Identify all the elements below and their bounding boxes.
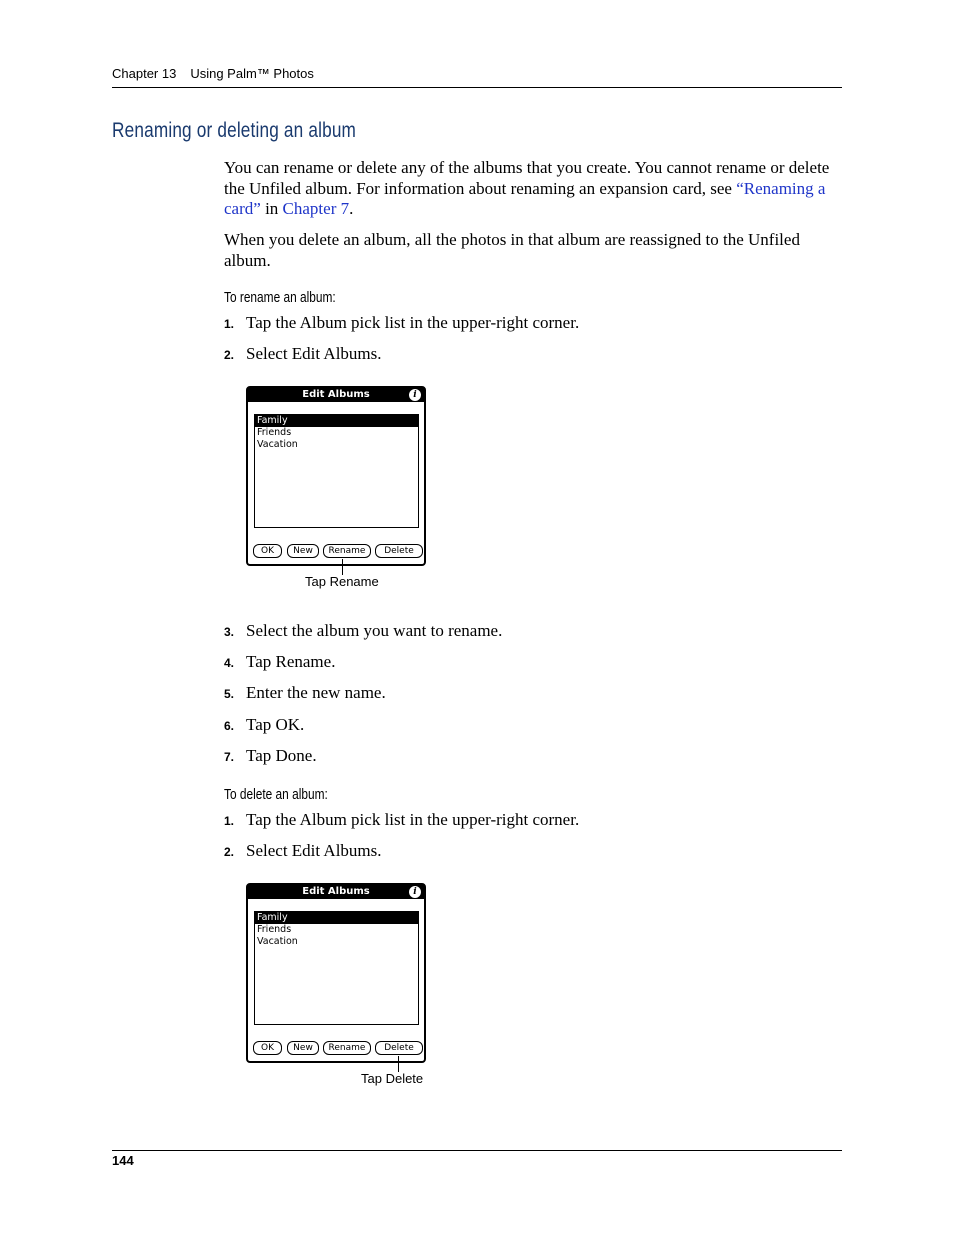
edit-albums-dialog-2: [246, 883, 426, 1063]
album-list[interactable]: [254, 911, 419, 1025]
delete-step-1: 1. Tap the Album pick list in the upper-right corner.: [224, 810, 580, 829]
rename-step-4: 4. Tap Rename.: [224, 652, 336, 671]
rename-step-5: 5. Enter the new name.: [224, 683, 386, 702]
callout-line-rename: [342, 559, 343, 575]
section-title: Renaming or deleting an album: [112, 119, 357, 142]
delete-heading: To delete an album:: [224, 787, 328, 803]
delete-button[interactable]: Delete: [375, 1041, 423, 1055]
rename-step-1: 1. Tap the Album pick list in the upper-right corner.: [224, 313, 580, 332]
intro-paragraph-2: When you delete an album, all the photos in that album are reassigned to the Unfiled album.: [224, 230, 800, 270]
footer-rule: [112, 1150, 842, 1151]
album-item-family[interactable]: Family: [255, 912, 418, 924]
callout-tap-rename: Tap Rename: [305, 574, 379, 589]
callout-tap-delete: Tap Delete: [361, 1071, 424, 1086]
rename-step-6: 6. Tap OK.: [224, 715, 305, 734]
delete-button[interactable]: Delete: [375, 544, 423, 558]
album-item-vacation[interactable]: Vacation: [257, 439, 298, 450]
header-rule: [112, 87, 842, 88]
new-button[interactable]: New: [287, 1041, 319, 1055]
callout-line-delete: [398, 1056, 399, 1072]
link-renaming-a-card[interactable]: “Renaming a card”: [224, 178, 826, 218]
album-list[interactable]: [254, 414, 419, 528]
rename-step-3: 3. Select the album you want to rename.: [224, 621, 503, 640]
link-chapter-7[interactable]: Chapter 7: [282, 199, 350, 218]
new-button[interactable]: New: [287, 544, 319, 558]
rename-heading: To rename an album:: [224, 290, 336, 306]
album-item-vacation[interactable]: Vacation: [257, 936, 298, 947]
info-icon[interactable]: i: [409, 389, 421, 401]
album-item-friends[interactable]: Friends: [257, 924, 292, 935]
chapter-title: Using Palm™ Photos: [190, 66, 314, 81]
delete-step-2: 2. Select Edit Albums.: [224, 841, 382, 860]
running-header: [112, 66, 328, 81]
album-item-family[interactable]: Family: [255, 415, 418, 427]
rename-button[interactable]: Rename: [323, 544, 371, 558]
rename-step-7: 7. Tap Done.: [224, 746, 317, 765]
dialog-title-bar: Edit Albums: [248, 885, 424, 899]
ok-button[interactable]: OK: [253, 1041, 282, 1055]
ok-button[interactable]: OK: [253, 544, 282, 558]
info-icon[interactable]: i: [409, 886, 421, 898]
dialog-title-bar: Edit Albums: [248, 388, 424, 402]
chapter-label: Chapter 13: [112, 66, 177, 81]
album-item-friends[interactable]: Friends: [257, 427, 292, 438]
intro-paragraph-1: You can rename or delete any of the albums that you create. You cannot rename or delete the Unfiled album. For information about renaming an expansion card, see “Renaming a card” in Chapter 7.: [224, 158, 830, 218]
rename-step-2: 2. Select Edit Albums.: [224, 344, 382, 363]
rename-button[interactable]: Rename: [323, 1041, 371, 1055]
page-number: 144: [112, 1153, 134, 1168]
edit-albums-dialog: [246, 386, 426, 566]
